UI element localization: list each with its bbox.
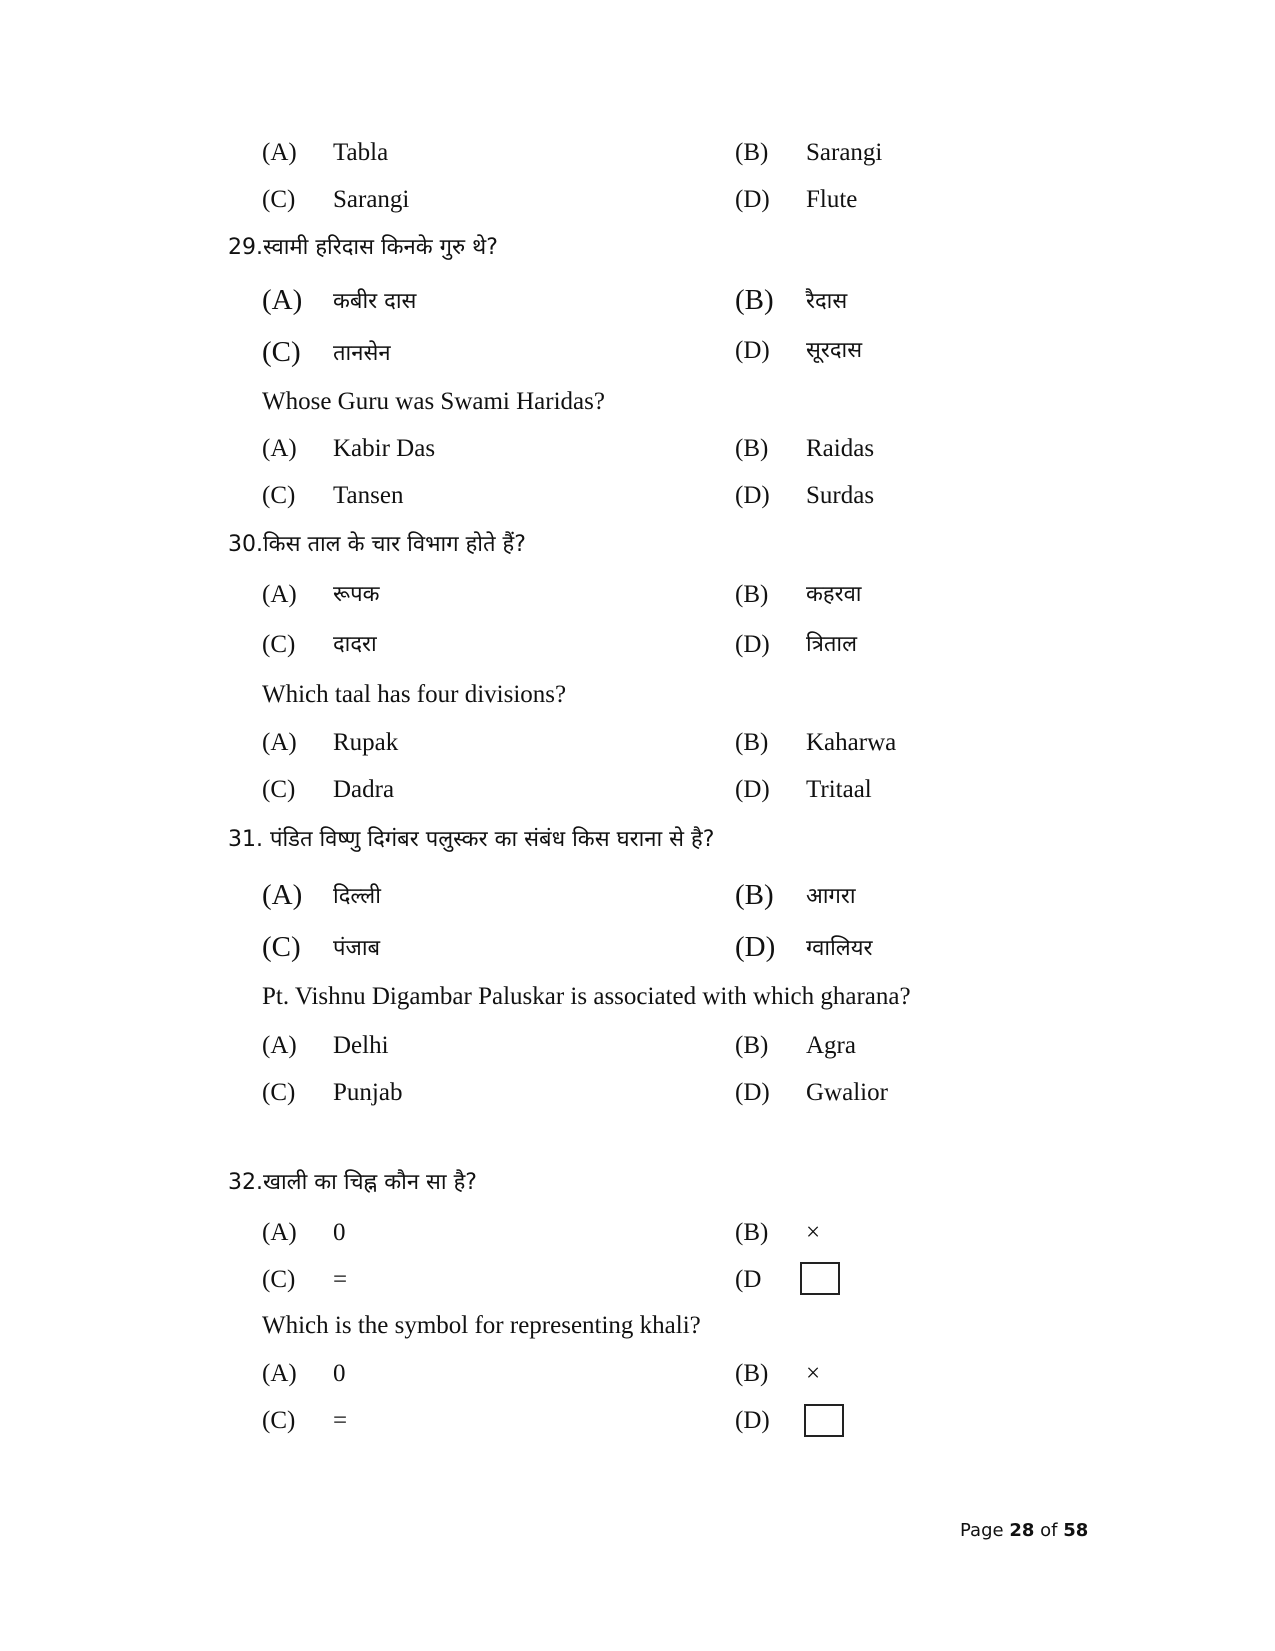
- q30-option-c-text: Dadra: [333, 776, 395, 803]
- q31-option-a-text: Delhi: [333, 1032, 389, 1059]
- q28-option-d-text: Flute: [806, 186, 858, 213]
- q31-hindi-option-b-label: (B): [735, 879, 774, 911]
- q31-option-b-text: Agra: [806, 1032, 856, 1059]
- q31-option-a-label: (A): [262, 1032, 297, 1059]
- q29-hindi-option-b-text: रैदास: [806, 289, 848, 314]
- q29-hindi-option-b-label: (B): [735, 284, 774, 316]
- q29-english-question: Whose Guru was Swami Haridas?: [262, 388, 605, 415]
- q30-hindi-option-d-label: (D): [735, 631, 770, 658]
- q31-hindi-option-a-text: दिल्ली: [333, 884, 381, 909]
- q29-option-d-text: Surdas: [806, 482, 875, 509]
- q31-option-c-text: Punjab: [333, 1079, 403, 1106]
- q29-hindi-option-a-text: कबीर दास: [333, 289, 417, 314]
- q28-option-d-label: (D): [735, 186, 770, 213]
- page-number: 28: [1009, 1520, 1035, 1541]
- q29-hindi-option-c-label: (C): [262, 336, 301, 368]
- q30-hindi-option-d-text: त्रिताल: [806, 632, 857, 657]
- q31-option-d-label: (D): [735, 1079, 770, 1106]
- q30-option-b-label: (B): [735, 729, 769, 756]
- q29-option-c-text: Tansen: [333, 482, 404, 509]
- q29-hindi-option-d-label: (D): [735, 337, 770, 364]
- q30-option-d-label: (D): [735, 776, 770, 803]
- q32-option-b-label: (B): [735, 1360, 769, 1387]
- q32-option-c-label: (C): [262, 1407, 296, 1434]
- q31-option-b-label: (B): [735, 1032, 769, 1059]
- q31-english-question: Pt. Vishnu Digambar Paluskar is associated with which gharana?: [262, 983, 911, 1010]
- q30-hindi-option-a-label: (A): [262, 581, 297, 608]
- q30-hindi-question: 30.किस ताल के चार विभाग होते हैं?: [228, 532, 526, 557]
- q30-hindi-option-b-label: (B): [735, 581, 769, 608]
- q31-option-d-text: Gwalior: [806, 1079, 888, 1106]
- q32-english-question: Which is the symbol for representing khali?: [262, 1312, 701, 1339]
- q32-option-d-label: (D): [735, 1407, 770, 1434]
- q31-hindi-option-d-label: (D): [735, 931, 776, 963]
- q32-hindi-question: 32.खाली का चिह्न कौन सा है?: [228, 1170, 477, 1195]
- q28-option-a-text: Tabla: [333, 139, 389, 166]
- q28-option-c-text: Sarangi: [333, 186, 410, 213]
- q30-english-question: Which taal has four divisions?: [262, 681, 567, 708]
- q28-option-c-label: (C): [262, 186, 296, 213]
- q29-hindi-option-a-label: (A): [262, 284, 303, 316]
- q29-option-a-text: Kabir Das: [333, 435, 436, 462]
- q29-option-b-text: Raidas: [806, 435, 875, 462]
- q32-hindi-option-b-label: (B): [735, 1219, 769, 1246]
- q29-hindi-option-c-text: तानसेन: [333, 341, 391, 366]
- q30-option-a-text: Rupak: [333, 729, 399, 756]
- q32-option-c-text: =: [333, 1407, 348, 1434]
- q30-option-a-label: (A): [262, 729, 297, 756]
- q32-hindi-option-d-box-symbol: [800, 1262, 840, 1295]
- page-footer: [960, 1519, 1088, 1543]
- q29-option-a-label: (A): [262, 435, 297, 462]
- q32-hindi-option-b-text: ×: [806, 1219, 821, 1246]
- q28-option-b-label: (B): [735, 139, 769, 166]
- q32-option-a-text: 0: [333, 1360, 346, 1387]
- q28-option-b-text: Sarangi: [806, 139, 883, 166]
- q32-hindi-option-d-label: (D: [735, 1266, 762, 1293]
- q31-hindi-question: 31. पंडित विष्णु दिगंबर पलुस्कर का संबंध किस घराना से है?: [228, 827, 715, 852]
- q30-option-b-text: Kaharwa: [806, 729, 897, 756]
- page-of-label: of: [1040, 1520, 1058, 1541]
- q31-hindi-option-c-text: पंजाब: [333, 936, 381, 961]
- q29-option-c-label: (C): [262, 482, 296, 509]
- q31-hindi-option-d-text: ग्वालियर: [806, 936, 873, 961]
- q30-hindi-option-c-label: (C): [262, 631, 296, 658]
- q31-hindi-option-c-label: (C): [262, 931, 301, 963]
- q29-hindi-question: 29.स्वामी हरिदास किनके गुरु थे?: [228, 235, 498, 260]
- q30-option-d-text: Tritaal: [806, 776, 872, 803]
- q32-hindi-option-c-label: (C): [262, 1266, 296, 1293]
- q32-hindi-option-a-text: 0: [333, 1219, 346, 1246]
- q30-hindi-option-a-text: रूपक: [333, 582, 380, 607]
- q32-hindi-option-a-label: (A): [262, 1219, 297, 1246]
- q32-option-b-text: ×: [806, 1360, 821, 1387]
- page-label: Page: [960, 1520, 1004, 1541]
- q30-hindi-option-b-text: कहरवा: [806, 582, 862, 607]
- q29-hindi-option-d-text: सूरदास: [806, 338, 863, 363]
- page-total: 58: [1063, 1520, 1089, 1541]
- q31-hindi-option-a-label: (A): [262, 879, 303, 911]
- q30-hindi-option-c-text: दादरा: [333, 632, 377, 657]
- q28-option-a-label: (A): [262, 139, 297, 166]
- q32-hindi-option-c-text: =: [333, 1266, 348, 1293]
- q32-option-a-label: (A): [262, 1360, 297, 1387]
- q31-hindi-option-b-text: आगरा: [806, 884, 856, 909]
- q30-option-c-label: (C): [262, 776, 296, 803]
- q32-option-d-box-symbol: [804, 1404, 844, 1437]
- q29-option-d-label: (D): [735, 482, 770, 509]
- q31-option-c-label: (C): [262, 1079, 296, 1106]
- q29-option-b-label: (B): [735, 435, 769, 462]
